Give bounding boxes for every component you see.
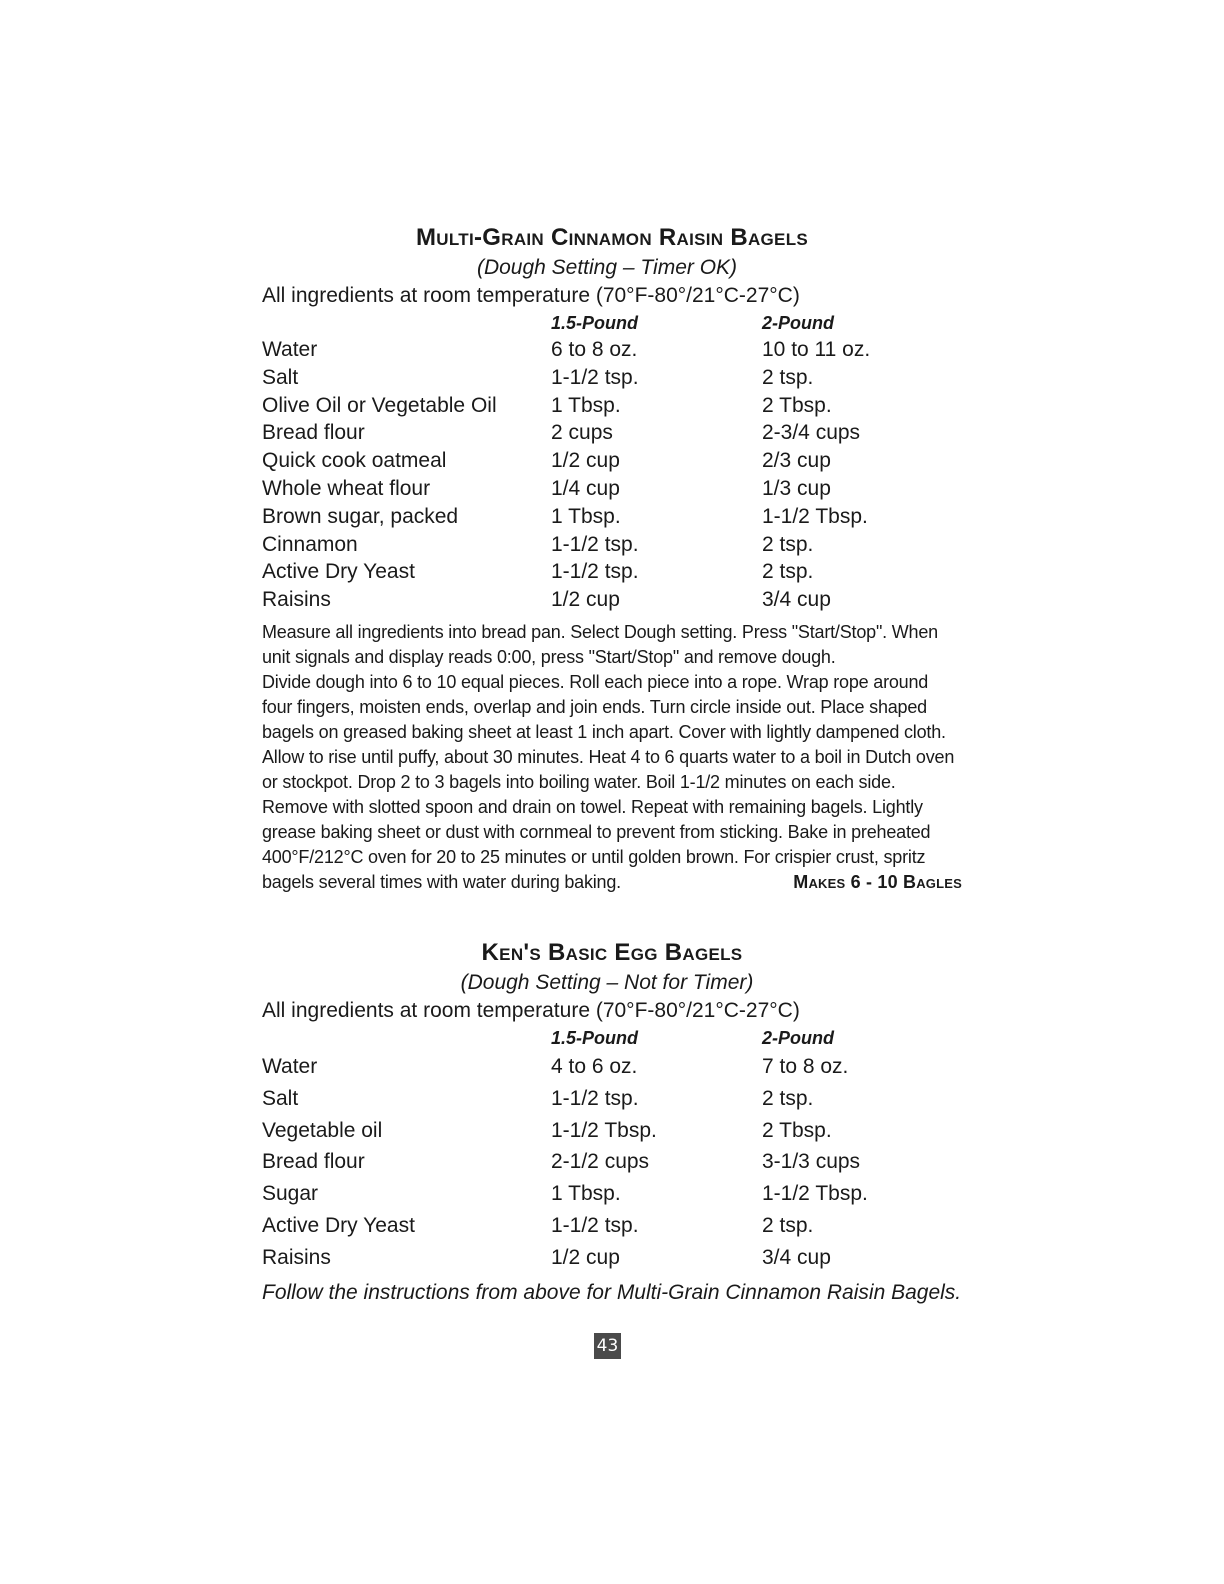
amount-2-pound: 1/3 cup xyxy=(762,476,831,500)
amount-1-5-pound: 1-1/2 tsp. xyxy=(551,560,639,584)
ingredient-name: Brown sugar, packed xyxy=(262,504,459,528)
amount-2-pound: 2 Tbsp. xyxy=(762,1118,832,1142)
ingredient-row xyxy=(262,447,962,475)
amount-2-pound: 2 tsp. xyxy=(762,1213,814,1237)
temperature-note: All ingredients at room temperature (70°F-80°/21°C-27°C) xyxy=(262,999,800,1022)
amount-1-5-pound: 1-1/2 tsp. xyxy=(551,1086,639,1110)
ingredient-name: Raisins xyxy=(262,588,331,612)
amount-1-5-pound: 6 to 8 oz. xyxy=(551,338,638,361)
ingredient-row xyxy=(262,1178,962,1210)
ingredient-row xyxy=(262,1146,962,1178)
ingredient-name: Bread flour xyxy=(262,1150,365,1174)
ingredient-row xyxy=(262,586,962,614)
ingredient-row xyxy=(262,531,962,559)
column-header-1-5-pound: 1.5-Pound xyxy=(551,1028,639,1048)
column-header-2-pound: 2-Pound xyxy=(762,1028,834,1048)
ingredient-row xyxy=(262,364,962,392)
ingredient-row xyxy=(262,1115,962,1147)
ingredient-row xyxy=(262,1083,962,1115)
amount-2-pound: 2 tsp. xyxy=(762,1086,814,1110)
ingredient-name: Vegetable oil xyxy=(262,1118,383,1142)
amount-1-5-pound: 1 Tbsp. xyxy=(551,504,621,528)
ingredient-name: Quick cook oatmeal xyxy=(262,449,447,473)
ingredient-name: Raisins xyxy=(262,1245,331,1269)
ingredient-name: Whole wheat flour xyxy=(262,476,431,500)
amount-1-5-pound: 1/2 cup xyxy=(551,449,620,473)
amount-2-pound: 2/3 cup xyxy=(762,449,831,473)
ingredient-name: Cinnamon xyxy=(262,532,358,556)
ingredient-name: Water xyxy=(262,1055,318,1078)
ingredient-row xyxy=(262,336,962,364)
ingredient-list xyxy=(262,1051,962,1274)
instructions xyxy=(262,620,962,895)
ingredient-name: Olive Oil or Vegetable Oil xyxy=(262,393,497,417)
ingredient-name: Bread flour xyxy=(262,421,365,445)
yield-note: Makes 6 - 10 Bagles xyxy=(793,871,962,892)
amount-1-5-pound: 4 to 6 oz. xyxy=(551,1055,638,1078)
ingredient-name: Active Dry Yeast xyxy=(262,560,415,584)
amount-1-5-pound: 1/2 cup xyxy=(551,588,620,612)
ingredient-name: Active Dry Yeast xyxy=(262,1213,415,1237)
amount-2-pound: 1-1/2 Tbsp. xyxy=(762,1182,868,1206)
amount-2-pound: 2 tsp. xyxy=(762,365,814,389)
recipe-egg-bagels xyxy=(262,937,962,1308)
ingredient-row xyxy=(262,1242,962,1274)
amount-2-pound: 2 tsp. xyxy=(762,560,814,584)
amount-1-5-pound: 1-1/2 tsp. xyxy=(551,532,639,556)
amount-1-5-pound: 1-1/2 tsp. xyxy=(551,365,639,389)
instructions-paragraph-1: Measure all ingredients into bread pan. Select Dough setting. Press "Start/Stop". When unit signals and display reads 0:00, press "Start/Stop" and remove dough. xyxy=(262,621,938,667)
recipe-multi-grain xyxy=(262,222,962,895)
page-number: 43 xyxy=(594,1333,621,1359)
temperature-note: All ingredients at room temperature (70°F-80°/21°C-27°C) xyxy=(262,284,800,307)
amount-2-pound: 3/4 cup xyxy=(762,588,831,612)
ingredient-row xyxy=(262,392,962,420)
ingredient-row xyxy=(262,1051,962,1083)
amount-2-pound: 2 Tbsp. xyxy=(762,393,832,417)
column-header-1-5-pound: 1.5-Pound xyxy=(551,313,639,333)
ingredient-row xyxy=(262,503,962,531)
amount-1-5-pound: 1/2 cup xyxy=(551,1245,620,1269)
ingredient-row xyxy=(262,419,962,447)
amount-2-pound: 3-1/3 cups xyxy=(762,1150,861,1174)
amount-2-pound: 1-1/2 Tbsp. xyxy=(762,504,868,528)
ingredient-name: Salt xyxy=(262,1086,299,1110)
ingredient-name: Sugar xyxy=(262,1182,319,1206)
column-header-2-pound: 2-Pound xyxy=(762,313,834,333)
ingredient-name: Water xyxy=(262,338,318,361)
instructions-paragraph-2 xyxy=(262,670,962,895)
ingredient-list xyxy=(262,336,962,614)
ingredient-row xyxy=(262,475,962,503)
column-headers xyxy=(262,310,962,336)
amount-1-5-pound: 1-1/2 tsp. xyxy=(551,1213,639,1237)
ingredient-name: Salt xyxy=(262,365,299,389)
follow-note: Follow the instructions from above for Multi-Grain Cinnamon Raisin Bagels. xyxy=(262,1280,962,1304)
recipe-title: Multi-Grain Cinnamon Raisin Bagels xyxy=(415,224,809,251)
ingredient-row xyxy=(262,1210,962,1242)
amount-1-5-pound: 1/4 cup xyxy=(551,476,620,500)
recipe-setting: (Dough Setting – Timer OK) xyxy=(476,256,738,279)
recipe-setting: (Dough Setting – Not for Timer) xyxy=(460,971,754,994)
amount-2-pound: 3/4 cup xyxy=(762,1245,831,1269)
amount-2-pound: 10 to 11 oz. xyxy=(762,338,871,361)
amount-1-5-pound: 1-1/2 Tbsp. xyxy=(551,1118,657,1142)
amount-2-pound: 7 to 8 oz. xyxy=(762,1055,849,1078)
amount-1-5-pound: 1 Tbsp. xyxy=(551,1182,621,1206)
amount-1-5-pound: 2-1/2 cups xyxy=(551,1150,650,1174)
amount-1-5-pound: 1 Tbsp. xyxy=(551,393,621,417)
amount-2-pound: 2 tsp. xyxy=(762,532,814,556)
instructions-paragraph-2-text: Divide dough into 6 to 10 equal pieces. Roll each piece into a rope. Wrap rope around four fingers, moisten ends, overlap and join ends. Turn circle inside out. Place shaped bagels on greased baking sheet at least 1 inch apart. Cover with lightly dampened cloth. Allow to rise until puffy, about 30 minutes. Heat 4 to 6 quarts water to a boil in Dutch oven or stockpot. Drop 2 to 3 bagels into boiling water. Boil 1-1/2 minutes on each side. Remove with slotted spoon and drain on towel. Repeat with remaining bagels. Lightly grease baking sheet or dust with cornmeal to prevent from sticking. Bake in preheated 400°F/212°C oven for 20 to 25 minutes or until golden brown. For crispier crust, spritz bagels several times with water during baking. xyxy=(262,671,955,892)
column-headers xyxy=(262,1025,962,1051)
amount-2-pound: 2-3/4 cups xyxy=(762,421,861,445)
recipe-title: Ken's Basic Egg Bagels xyxy=(481,939,743,966)
ingredient-row xyxy=(262,558,962,586)
amount-1-5-pound: 2 cups xyxy=(551,421,613,445)
